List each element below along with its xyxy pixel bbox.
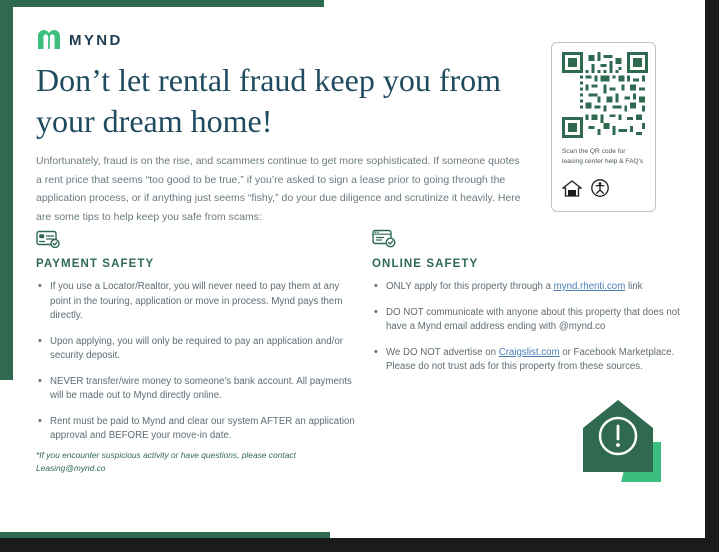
tip-text-before: We DO NOT advertise on <box>386 346 499 358</box>
mynd-rhenti-link[interactable]: mynd.rhenti.com <box>553 281 626 292</box>
page-title: Don’t let rental fraud keep you from your dream home! <box>36 62 502 139</box>
brand-logo-text: MYND <box>69 31 123 49</box>
online-browser-icon <box>372 228 697 250</box>
flyer-content <box>13 0 705 538</box>
list-item <box>372 280 697 295</box>
list-item: • DO NOT communicate with anyone about this property that does not have a Mynd email address ending with @mynd.co <box>372 306 697 335</box>
intro-paragraph: Unfortunately, fraud is on the rise, and scammers continue to get more sophisticated. If someone quotes a rent price that seems “too good to be true,” if you’re asked to sign a lease prior to going through the application process, or if anything just seems “fishy,” do your due diligence and scrutinize it heavily. Here are some tips to help keep you safe from scams: <box>36 155 521 223</box>
payment-safety-title: PAYMENT SAFETY <box>36 258 155 270</box>
online-safety-section <box>372 228 697 386</box>
list-item: • NEVER transfer/wire money to someone's bank account. All payments will be made out to Mynd directly online. <box>36 375 356 404</box>
online-safety-list <box>372 280 697 375</box>
list-item <box>372 346 697 375</box>
frame-corner <box>705 0 719 14</box>
qr-footer-icons <box>562 179 609 202</box>
payment-safety-list <box>36 280 356 444</box>
qr-caption: Scan the QR code for leasing center help & FAQ's <box>562 148 644 165</box>
brand-logo <box>36 29 123 51</box>
tip-text-before: ONLY apply for this property through a <box>386 281 554 292</box>
tip-text-after: or Facebook Marketplace. Please do not trust ads for this property from these sources. <box>386 346 675 372</box>
house-alert-icon <box>543 390 663 500</box>
accessibility-icon <box>591 179 609 202</box>
online-safety-title: ONLINE SAFETY <box>372 258 479 270</box>
list-item: • Upon applying, you will only be required to pay an application and/or security deposit. <box>36 335 356 364</box>
payment-safety-section <box>36 228 356 455</box>
list-item: • Rent must be paid to Mynd and clear our system AFTER an application approval and BEFORE your move-in date. <box>36 415 356 444</box>
accent-bar-left <box>0 0 13 380</box>
list-item: • If you use a Locator/Realtor, you will never need to pay them at any point in the touring, application or move in process. Mynd pays them directly. <box>36 280 356 324</box>
frame-bottom <box>0 538 719 552</box>
craigslist-link[interactable]: Craigslist.com <box>498 346 560 358</box>
qr-code-icon[interactable] <box>562 52 648 138</box>
footnote: *If you encounter suspicious activity or have questions, please contact Leasing@mynd.co <box>36 450 296 473</box>
equal-housing-icon <box>562 180 582 202</box>
mynd-logo-icon <box>36 29 62 51</box>
frame-right <box>705 0 719 552</box>
payment-card-icon <box>36 228 356 250</box>
tip-text-after: link <box>625 281 643 292</box>
qr-card[interactable] <box>551 42 656 212</box>
